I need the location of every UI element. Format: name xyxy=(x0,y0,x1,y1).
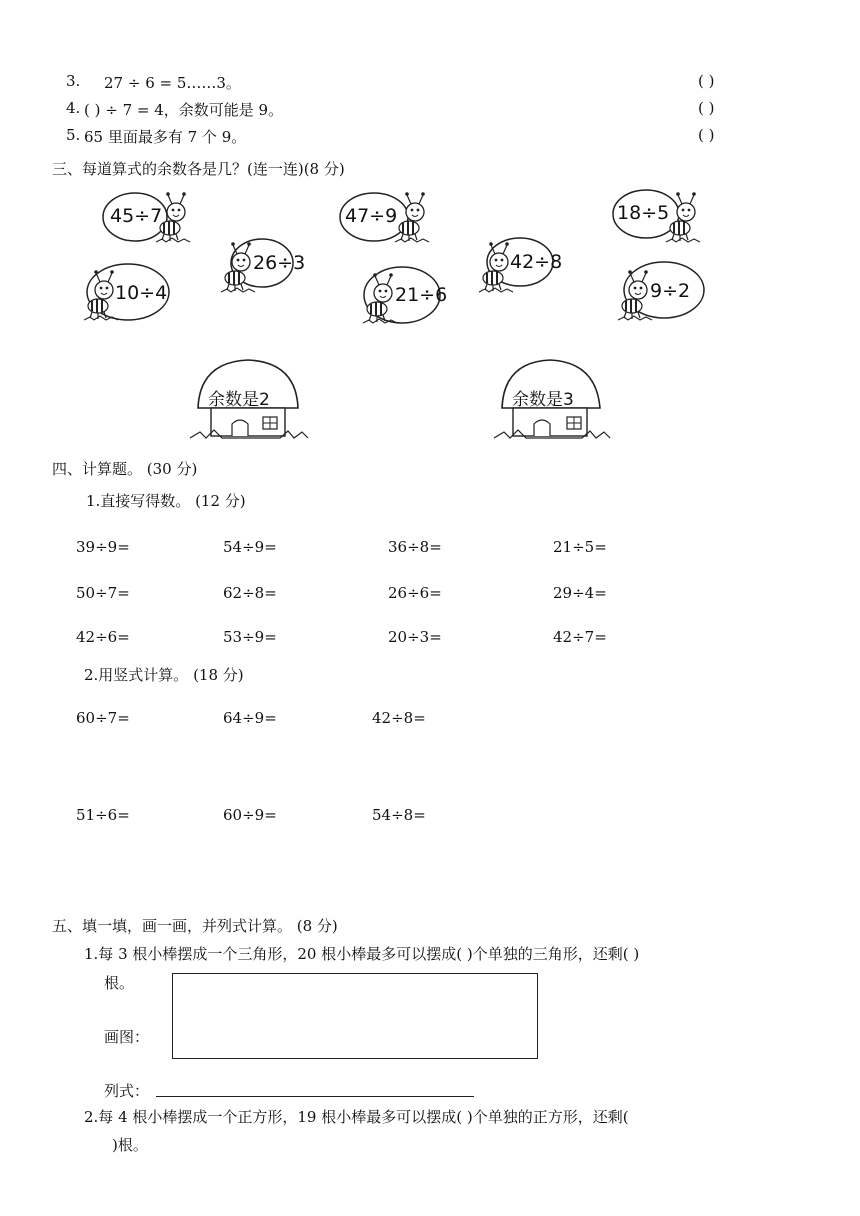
answer-paren[interactable]: ( ) xyxy=(698,72,715,90)
bee-expression: 9÷2 xyxy=(650,280,691,302)
bee-expression: 26÷3 xyxy=(253,252,306,274)
answer-paren[interactable]: ( ) xyxy=(698,99,715,117)
house-label: 余数是3 xyxy=(512,390,574,410)
calc-item: 20÷3= xyxy=(388,628,442,646)
part-1-title: 1.直接写得数。 (12 分) xyxy=(86,492,246,510)
draw-label: 画图： xyxy=(104,1028,150,1046)
section-5-title: 五、填一填，画一画，并列式计算。 (8 分) xyxy=(52,917,338,935)
bee-expression: 47÷9 xyxy=(345,205,398,227)
bee-expression: 42÷8 xyxy=(510,251,563,273)
question-1-text: 1.每 3 根小棒摆成一个三角形，20 根小棒最多可以摆成( )个单独的三角形，还剩( ) xyxy=(84,945,640,963)
part-2-title: 2.用竖式计算。 (18 分) xyxy=(84,666,244,684)
calc-item: 50÷7= xyxy=(76,584,130,602)
house-label: 余数是2 xyxy=(208,390,270,410)
calc-item: 53÷9= xyxy=(223,628,277,646)
calc-item: 54÷9= xyxy=(223,538,277,556)
calc-item: 64÷9= xyxy=(223,709,277,727)
calc-item: 36÷8= xyxy=(388,538,442,556)
item-number: 5. xyxy=(66,126,81,144)
item-number: 4. xyxy=(66,99,81,117)
formula-line[interactable] xyxy=(156,1096,474,1097)
calc-item: 21÷5= xyxy=(553,538,607,556)
item-text: 27 ÷ 6 = 5……3。 xyxy=(104,74,241,92)
drawing-area[interactable] xyxy=(172,973,538,1059)
calc-item: 42÷7= xyxy=(553,628,607,646)
calc-item: 42÷8= xyxy=(372,709,426,727)
item-text: ( ) ÷ 7 = 4，余数可能是 9。 xyxy=(84,101,284,119)
calc-item: 51÷6= xyxy=(76,806,130,824)
calc-item: 29÷4= xyxy=(553,584,607,602)
answer-paren[interactable]: ( ) xyxy=(698,126,715,144)
bee-expression: 10÷4 xyxy=(115,282,168,304)
calc-item: 42÷6= xyxy=(76,628,130,646)
bee-expression: 21÷6 xyxy=(395,284,448,306)
section-3-title: 三、每道算式的余数各是几？(连一连)(8 分) xyxy=(52,160,345,178)
section-4-title: 四、计算题。 (30 分) xyxy=(52,460,198,478)
calc-item: 39÷9= xyxy=(76,538,130,556)
bee-expression: 45÷7 xyxy=(110,205,163,227)
formula-label: 列式： xyxy=(104,1082,150,1100)
calc-item: 60÷9= xyxy=(223,806,277,824)
item-text: 65 里面最多有 7 个 9。 xyxy=(84,128,247,146)
calc-item: 60÷7= xyxy=(76,709,130,727)
question-2-text: 2.每 4 根小棒摆成一个正方形，19 根小棒最多可以摆成( )个单独的正方形，还剩( xyxy=(84,1108,629,1126)
question-1-text-cont: 根。 xyxy=(104,974,135,992)
question-2-text-cont: )根。 xyxy=(112,1136,148,1154)
bee-expression: 18÷5 xyxy=(617,202,670,224)
calc-item: 26÷6= xyxy=(388,584,442,602)
item-number: 3. xyxy=(66,72,81,90)
calc-item: 54÷8= xyxy=(372,806,426,824)
calc-item: 62÷8= xyxy=(223,584,277,602)
